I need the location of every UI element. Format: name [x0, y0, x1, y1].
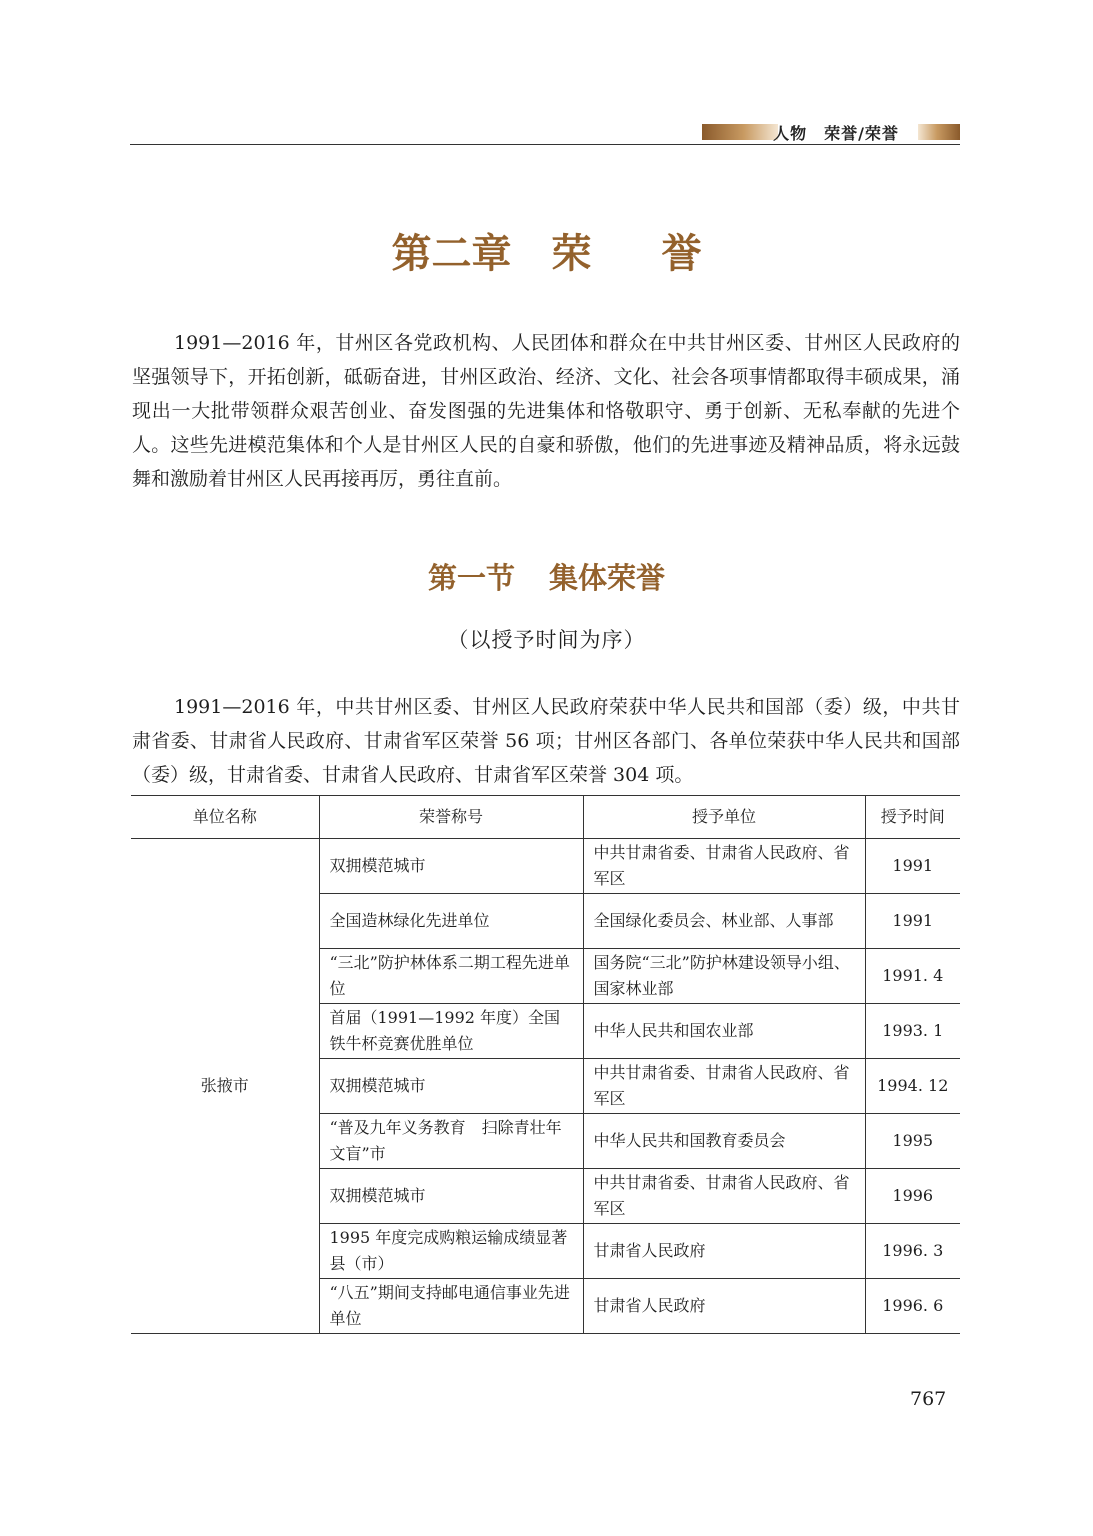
section-subtitle: （以授予时间为序）: [447, 628, 646, 652]
grantor-cell: 中共甘肃省委、甘肃省人民政府、省军区: [583, 1059, 865, 1114]
section-number: 第一节: [427, 561, 515, 595]
col-header-time: 授予时间: [865, 796, 960, 839]
honor-title-cell: “三北”防护林体系二期工程先进单位: [319, 949, 583, 1004]
grantor-cell: 甘肃省人民政府: [583, 1224, 865, 1279]
summary-paragraph: 1991—2016 年，中共甘州区委、甘州区人民政府荣获中华人民共和国部（委）级，中共甘肃省委、甘肃省人民政府、甘肃省军区荣誉 56 项；甘州区各部门、各单位荣获中华人民共和国部（委）级，甘肃省委、甘肃省人民政府、甘肃省军区荣誉 304 项。: [132, 696, 960, 786]
unit-name-cell: 张掖市: [131, 839, 319, 1334]
col-header-title: 荣誉称号: [319, 796, 583, 839]
table-row: [131, 839, 960, 894]
col-header-grantor: 授予单位: [583, 796, 865, 839]
honors-table: [131, 795, 960, 1334]
honor-title-cell: 首届（1991—1992 年度）全国铁牛杯竞赛优胜单位: [319, 1004, 583, 1059]
honor-title-cell: 全国造林绿化先进单位: [319, 894, 583, 949]
section-title: [0, 556, 1093, 597]
running-title: 人物 荣誉/荣誉: [773, 124, 899, 143]
time-cell: 1991: [865, 894, 960, 949]
chapter-title: [0, 222, 1093, 279]
time-cell: 1991: [865, 839, 960, 894]
time-cell: 1996. 3: [865, 1224, 960, 1279]
chapter-name-char-1: 荣: [551, 231, 592, 277]
time-cell: 1994. 12: [865, 1059, 960, 1114]
grantor-cell: 中华人民共和国农业部: [583, 1004, 865, 1059]
time-cell: 1996: [865, 1169, 960, 1224]
grantor-cell: 中华人民共和国教育委员会: [583, 1114, 865, 1169]
time-cell: 1991. 4: [865, 949, 960, 1004]
honor-title-cell: “八五”期间支持邮电通信事业先进单位: [319, 1279, 583, 1334]
honor-title-cell: 双拥模范城市: [319, 1059, 583, 1114]
running-header: [130, 120, 960, 145]
grantor-cell: 全国绿化委员会、林业部、人事部: [583, 894, 865, 949]
honor-title-cell: “普及九年义务教育 扫除青壮年文盲”市: [319, 1114, 583, 1169]
table-header-row: [131, 796, 960, 839]
chapter-number: 第二章: [391, 231, 512, 277]
intro-paragraph: 1991—2016 年，甘州区各党政机构、人民团体和群众在中共甘州区委、甘州区人民政府的坚强领导下，开拓创新，砥砺奋进，甘州区政治、经济、文化、社会各项事情都取得丰硕成果，涌现出一大批带领群众艰苦创业、奋发图强的先进集体和恪敬职守、勇于创新、无私奉献的先进个人。这些先进模范集体和个人是甘州区人民的自豪和骄傲，他们的先进事迹及精神品质，将永远鼓舞和激励着甘州区人民再接再厉，勇往直前。: [132, 332, 960, 490]
grantor-cell: 中共甘肃省委、甘肃省人民政府、省军区: [583, 1169, 865, 1224]
chapter-name-char-2: 誉: [661, 231, 702, 277]
honor-title-cell: 1995 年度完成购粮运输成绩显著县（市）: [319, 1224, 583, 1279]
grantor-cell: 甘肃省人民政府: [583, 1279, 865, 1334]
grantor-cell: 中共甘肃省委、甘肃省人民政府、省军区: [583, 839, 865, 894]
header-decor-bar-right: [918, 124, 960, 140]
honor-title-cell: 双拥模范城市: [319, 839, 583, 894]
time-cell: 1993. 1: [865, 1004, 960, 1059]
honor-title-cell: 双拥模范城市: [319, 1169, 583, 1224]
col-header-unit: 单位名称: [131, 796, 319, 839]
page-number: 767: [910, 1388, 947, 1410]
time-cell: 1996. 6: [865, 1279, 960, 1334]
grantor-cell: 国务院“三北”防护林建设领导小组、国家林业部: [583, 949, 865, 1004]
section-name: 集体荣誉: [549, 561, 666, 595]
time-cell: 1995: [865, 1114, 960, 1169]
